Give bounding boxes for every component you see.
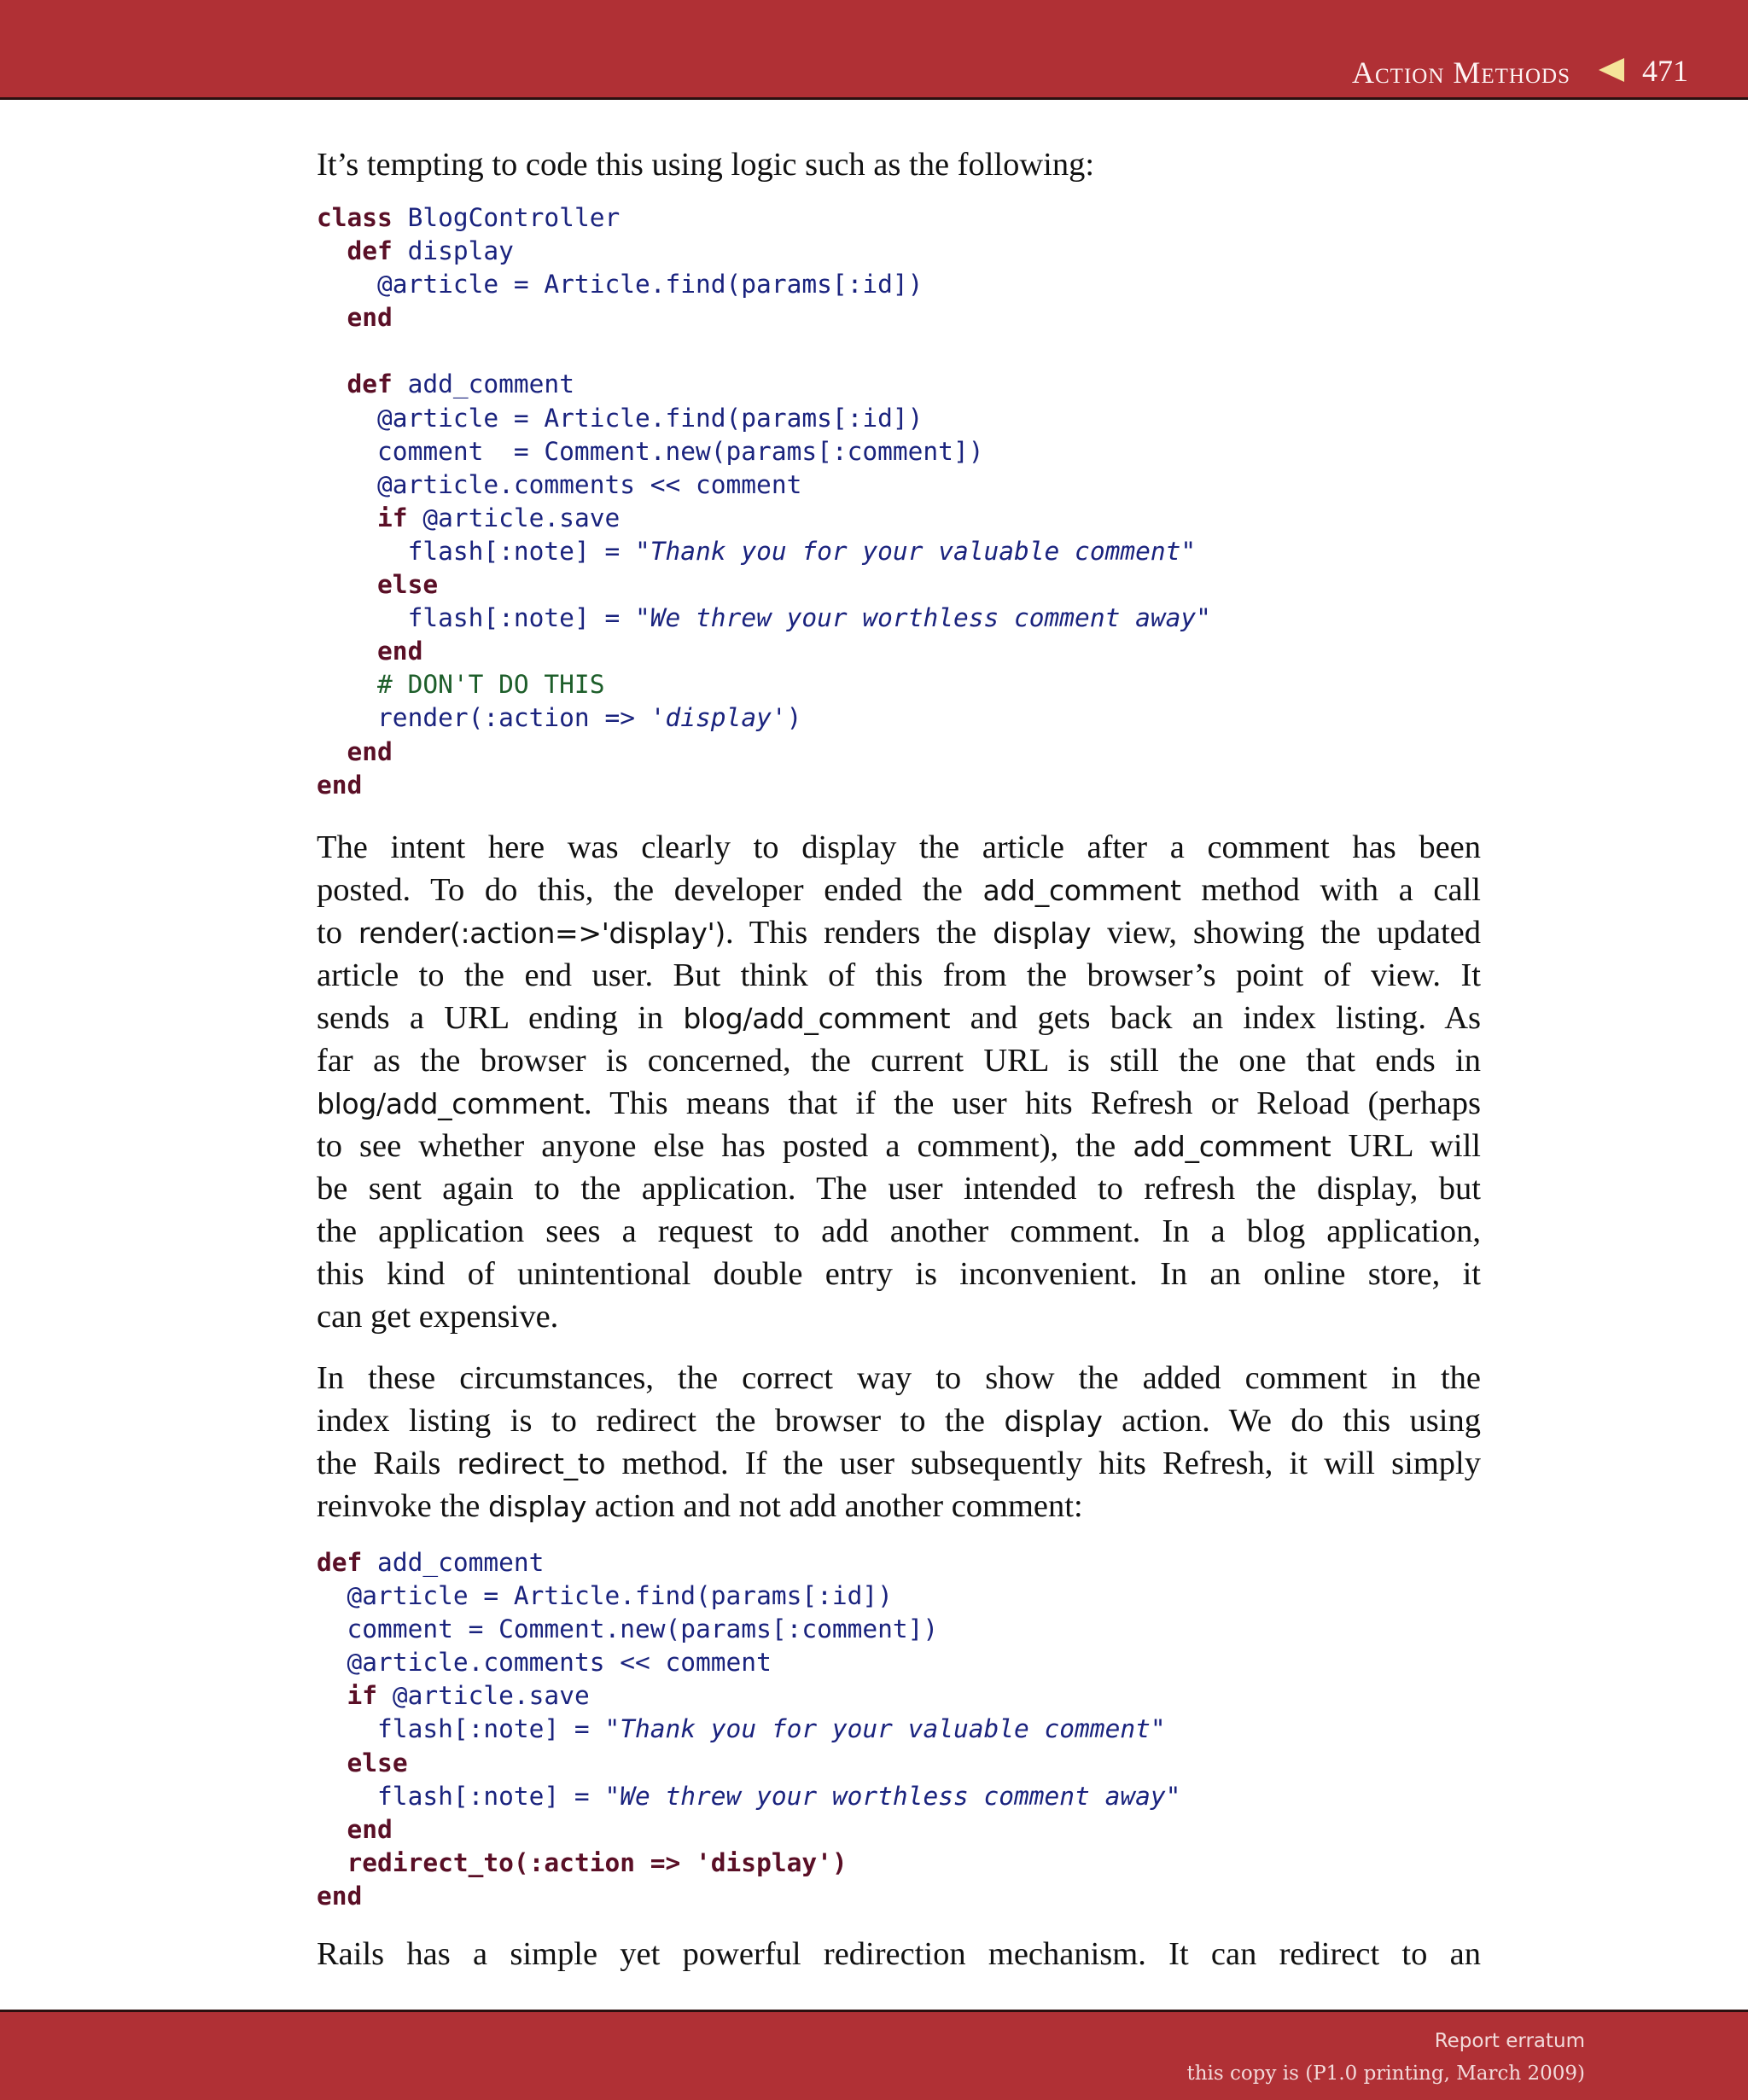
paragraph-2: In these circumstances, the correct way to show the added comment in the index listing is to redirect the browser to the display action. We do this using the Rails redirect_to method. If the user subsequently hits Refresh, it will simply reinvoke the display action and not add another comment:: [317, 1360, 1481, 1524]
page-header: [0, 0, 1748, 100]
paragraph-1: The intent here was clearly to display the article after a comment has been posted. To do this, the developer ended the add_comment method with a call to render(:action=>'display'). This renders the display view, showing the updated article to the end user. But think of this from the browser’s point of view. It sends a URL ending in blog/add_comment and gets back an index listing. As far as the browser is concerned, the current URL is still the one that ends in blog/add_comment. This means that if the user hits Refresh or Reload (perhaps to see whether anyone else has posted a comment), the add_comment URL will be sent again to the application. The user intended to refresh the display, but the application sees a request to add another comment. In a blog application, this kind of unintentional double entry is inconvenient. In an online store, it can get expensive.: [317, 829, 1482, 1335]
previous-page-triangle-icon[interactable]: [1599, 58, 1624, 82]
section-title: Action Methods: [1352, 55, 1570, 90]
intro-paragraph: It’s tempting to code this using logic such as the following:: [317, 147, 1095, 183]
copy-info: this copy is (P1.0 printing, March 2009): [1186, 2062, 1585, 2085]
page-number: 471: [1642, 54, 1688, 88]
page-footer: [0, 2010, 1748, 2100]
report-erratum-link[interactable]: Report erratum: [1434, 2030, 1585, 2052]
paragraph-3: Rails has a simple yet powerful redirection mechanism. It can redirect to an: [317, 1936, 1481, 1972]
code-listing-2: def add_comment @article = Article.find(params[:id]) comment = Comment.new(params[:comment]) @article.comments << comment if @article.save flash[:note] = "Thank you for your valuable comment" else flash[:note] = "We threw your worthless comment away" end redirect_to(:action => 'display') end: [317, 1548, 1181, 1911]
code-listing-1: class BlogController def display @article = Article.find(params[:id]) end def add_comment @article = Article.find(params[:id]) comment = Comment.new(params[:comment]) @article.comments << comment if @article.save flash[:note] = "Thank you for your valuable comment" else flash[:note] = "We threw your worthless comment away" end # DON'T DO THIS render(:action => 'display') end end: [317, 203, 1211, 800]
